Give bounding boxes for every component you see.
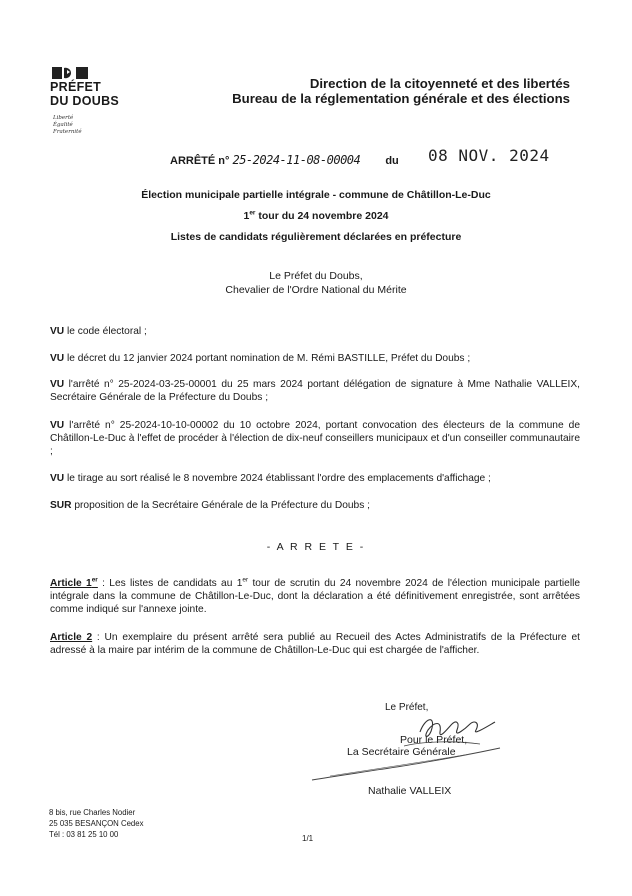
title-election: Élection municipale partielle intégrale - commune de Châtillon-Le-Duc — [141, 189, 491, 201]
handwritten-signature-icon — [300, 710, 510, 785]
footer-address-2: 25 035 BESANÇON Cedex — [49, 819, 144, 828]
header-bureau: Bureau de la réglementation générale et des élections — [232, 91, 570, 106]
logo-doubs-text: DU DOUBS — [50, 94, 120, 108]
page-number: 1/1 — [302, 834, 314, 843]
arrete-number-line — [170, 153, 399, 167]
considerant-2: VU le décret du 12 janvier 2024 portant nomination de M. Rémi BASTILLE, Préfet du Doubs ; — [50, 353, 471, 364]
motto-fraternite: Fraternité — [53, 129, 82, 135]
header-direction: Direction de la citoyenneté et des libertés — [309, 76, 570, 91]
article-2: Article 2 : Un exemplaire du présent arrêté sera publié au Recueil des Actes Administratifs de la Préfecture et adressé à la maire par intérim de la commune de Châtillon-Le-Duc qui est chargée de l'afficher. — [50, 632, 580, 656]
motto-liberte: Liberté — [53, 115, 74, 121]
footer-phone: Tél : 03 81 25 10 00 — [49, 830, 119, 839]
article-2-label: Article 2 — [50, 632, 93, 643]
signature-secretaire: La Secrétaire Générale — [347, 746, 456, 758]
arrete-prefix: ARRÊTÉ n° — [170, 155, 230, 167]
article-1: Article 1er : Les listes de candidats au 1er tour de scrutin du 24 novembre 2024 de l'élection municipale partielle intégrale dans la commune de Châtillon-Le-Duc, dont la déclaration a été définitivement enregistrée, sont arrêtées comme indiqué sur l'annexe jointe. — [50, 576, 581, 615]
arrete-du: du — [385, 155, 399, 167]
motto-egalite: Égalité — [53, 122, 73, 128]
considerant-6: SUR proposition de la Secrétaire Générale de la Préfecture du Doubs ; — [50, 500, 370, 511]
article-1-label: Article 1er — [50, 576, 98, 589]
signatory-name: Nathalie VALLEIX — [368, 785, 452, 797]
considerant-5: VU le tirage au sort réalisé le 8 novembre 2024 établissant l'ordre des emplacements d'affichage ; — [50, 473, 491, 484]
arrete-number-handwritten: 25-2024-11-08-00004 — [232, 153, 361, 167]
signature-le-prefet: Le Préfet, — [385, 702, 429, 713]
title-tour: 1er tour du 24 novembre 2024 — [243, 209, 389, 222]
prefet-title: Chevalier de l'Ordre National du Mérite — [225, 284, 407, 296]
title-listes: Listes de candidats régulièrement déclarées en préfecture — [170, 231, 462, 243]
date-stamp: 08 NOV. 2024 — [428, 146, 550, 165]
footer-address-1: 8 bis, rue Charles Nodier — [49, 808, 136, 817]
arrete-heading: - A R R E T E - — [266, 541, 366, 553]
marianne-logo-icon — [52, 67, 88, 79]
considerant-3: VU l'arrêté n° 25-2024-03-25-00001 du 25 mars 2024 portant délégation de signature à Mme Nathalie VALLEIX, Secrétaire Générale de la Préfecture du Doubs ; — [50, 379, 580, 403]
logo-prefet-text: PRÉFET — [50, 80, 102, 94]
signature-pour: Pour le Préfet, — [400, 734, 468, 746]
considerant-4: VU l'arrêté n° 25-2024-10-10-00002 du 10 octobre 2024, portant convocation des électeurs de la commune de Châtillon-Le-Duc à l'effet de procéder à l'élection de dix-neuf conseillers municipaux et d'un conseiller communautaire ; — [50, 420, 580, 457]
considerant-1: VU le code électoral ; — [50, 326, 147, 337]
prefet-name: Le Préfet du Doubs, — [269, 270, 363, 282]
